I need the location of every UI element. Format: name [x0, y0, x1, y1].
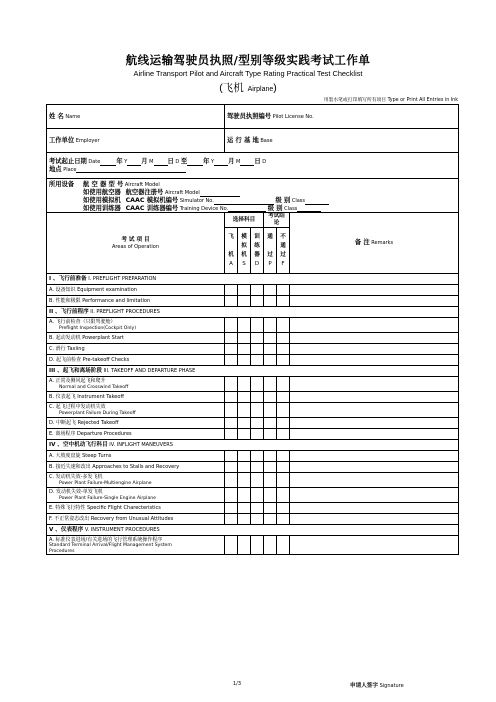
document-title: 航线运输驾驶员执照/型别等级实践考试工作单: [125, 53, 371, 67]
check-cell[interactable]: [238, 418, 251, 429]
document-title-english: Airline Transport Pilot and Aircraft Type Rating Practical Test Checklist: [133, 69, 363, 78]
check-cell[interactable]: [264, 318, 277, 333]
section-title: V 、仪表程序 V. INSTRUMENT PROCEDURES: [47, 525, 459, 536]
check-cell[interactable]: [238, 392, 251, 403]
result-header: 考试结论: [264, 213, 290, 228]
table-row: [47, 503, 459, 514]
remarks-cell[interactable]: [290, 318, 459, 333]
check-cell[interactable]: [238, 488, 251, 503]
check-cell[interactable]: [264, 514, 277, 525]
item-label: D. 发动机失效-单发飞机 Power Plant Failure-Single Engine Airplane: [47, 488, 225, 503]
check-cell[interactable]: [225, 333, 238, 344]
table-row: [47, 473, 459, 488]
check-cell[interactable]: [238, 296, 251, 307]
check-cell[interactable]: [225, 285, 238, 296]
check-cell[interactable]: [225, 377, 238, 392]
check-cell[interactable]: [225, 429, 238, 440]
table-row: [47, 514, 459, 525]
check-cell[interactable]: [225, 473, 238, 488]
item-label: A. 设备知识 Equipment examination: [47, 285, 225, 296]
paren-close: ): [273, 82, 277, 94]
check-cell[interactable]: [277, 344, 290, 355]
license-field[interactable]: 驾驶员执照编号 Pilot License No.: [225, 105, 459, 129]
table-row: [47, 285, 459, 296]
date-place-field[interactable]: 考试起止日期 Date 年 Y 月 M 日 D 至 年 Y 月 M 日 D 地点 Place: [47, 153, 459, 179]
check-cell[interactable]: [277, 451, 290, 462]
check-cell[interactable]: [238, 355, 251, 366]
remarks-cell[interactable]: [290, 377, 459, 392]
check-cell[interactable]: [251, 377, 264, 392]
check-cell[interactable]: [251, 473, 264, 488]
table-row: [47, 296, 459, 307]
check-cell[interactable]: [264, 503, 277, 514]
check-cell[interactable]: [225, 344, 238, 355]
check-cell[interactable]: [251, 536, 264, 555]
check-cell[interactable]: [225, 488, 238, 503]
check-cell[interactable]: [264, 403, 277, 418]
checklist-table: [46, 104, 459, 555]
areas-header: 考 试 项 目 Areas of Operation: [47, 213, 225, 274]
check-cell[interactable]: [238, 429, 251, 440]
check-cell[interactable]: [251, 451, 264, 462]
check-cell[interactable]: [277, 285, 290, 296]
table-row: [47, 462, 459, 473]
item-label: B. 接近失速和改出 Approaches to Stalls and Recovery: [47, 462, 225, 473]
check-cell[interactable]: [225, 296, 238, 307]
section-title: I 、飞行前准备 I. PREFLIGHT PREPARATION: [47, 274, 459, 285]
item-label: A. 大坡度盘旋 Steep Turns: [47, 451, 225, 462]
check-cell[interactable]: [264, 418, 277, 429]
check-cell[interactable]: [277, 473, 290, 488]
check-cell[interactable]: [277, 488, 290, 503]
check-cell[interactable]: [277, 462, 290, 473]
check-cell[interactable]: [277, 503, 290, 514]
check-cell[interactable]: [277, 536, 290, 555]
check-cell[interactable]: [238, 333, 251, 344]
check-cell[interactable]: [264, 344, 277, 355]
remarks-cell[interactable]: [290, 296, 459, 307]
check-cell[interactable]: [238, 462, 251, 473]
item-label: E. 特殊飞行特性 Specific Flight Charecteristics: [47, 503, 225, 514]
check-cell[interactable]: [264, 296, 277, 307]
date-place-row: [47, 153, 459, 179]
equipment-row: [47, 179, 459, 213]
header-row-top: [47, 213, 459, 228]
name-license-row: [47, 105, 459, 129]
remarks-cell[interactable]: [290, 473, 459, 488]
item-label: A. 飞行前检查（只限驾驶舱） Preflight Inspection(Cockpit Only): [47, 318, 225, 333]
check-cell[interactable]: [277, 355, 290, 366]
check-cell[interactable]: [277, 377, 290, 392]
remarks-cell[interactable]: [290, 536, 459, 555]
remarks-cell[interactable]: [290, 429, 459, 440]
item-label: A. 正常及侧风起飞和爬升 Normal and Crosswind Takeoff: [47, 377, 225, 392]
check-cell[interactable]: [251, 503, 264, 514]
check-cell[interactable]: [238, 473, 251, 488]
check-cell[interactable]: [251, 318, 264, 333]
remarks-cell[interactable]: [290, 344, 459, 355]
select-header: 选择科目: [225, 213, 264, 228]
table-row: [47, 392, 459, 403]
check-cell[interactable]: [225, 503, 238, 514]
remarks-cell[interactable]: [290, 392, 459, 403]
check-cell[interactable]: [251, 429, 264, 440]
employer-field[interactable]: 工作单位 Employer: [47, 129, 225, 153]
item-label: B. 仪表起飞 Instrument Takeoff: [47, 392, 225, 403]
table-row: [47, 536, 459, 555]
remarks-cell[interactable]: [290, 355, 459, 366]
section-row: [47, 525, 459, 536]
section-title: IV 、空中机动飞行科目 IV. INFLIGHT MANEUVERS: [47, 440, 459, 451]
check-cell[interactable]: [264, 473, 277, 488]
section-row: [47, 274, 459, 285]
check-cell[interactable]: [264, 392, 277, 403]
check-cell[interactable]: [225, 355, 238, 366]
item-label: C. 滑行 Taxiing: [47, 344, 225, 355]
category-cn: 飞机: [222, 82, 244, 94]
table-row: [47, 418, 459, 429]
check-cell[interactable]: [277, 333, 290, 344]
check-cell[interactable]: [264, 451, 277, 462]
remarks-cell[interactable]: [290, 503, 459, 514]
remarks-cell[interactable]: [290, 488, 459, 503]
equipment-label: 所用设备: [49, 181, 75, 188]
item-label: B. 性能和极限 Performance and limitation: [47, 296, 225, 307]
table-row: [47, 333, 459, 344]
table-row: [47, 344, 459, 355]
check-cell[interactable]: [251, 514, 264, 525]
check-cell[interactable]: [225, 318, 238, 333]
check-cell[interactable]: [277, 296, 290, 307]
item-label: C. 发动机失效-多发飞机 Power Plant Failure-Multiengine Airplane: [47, 473, 225, 488]
check-cell[interactable]: [251, 344, 264, 355]
check-cell[interactable]: [251, 333, 264, 344]
check-cell[interactable]: [264, 429, 277, 440]
check-cell[interactable]: [251, 418, 264, 429]
ink-note: 用墨水笔或打印填写所有项目 Type or Print All Entries in Ink: [323, 98, 458, 103]
check-cell[interactable]: [251, 403, 264, 418]
remarks-cell[interactable]: [290, 418, 459, 429]
remarks-cell[interactable]: [290, 333, 459, 344]
section-title: III 、起飞和离场阶段 III. TAKEOFF AND DEPARTURE PHASE: [47, 366, 459, 377]
section-row: [47, 307, 459, 318]
check-cell[interactable]: [277, 514, 290, 525]
check-cell[interactable]: [238, 318, 251, 333]
table-row: [47, 403, 459, 418]
item-label: D. 起飞前检查 Pre-takeoff Checks: [47, 355, 225, 366]
remarks-cell[interactable]: [290, 514, 459, 525]
section-title: II 、飞行前程序 II. PREFLIGHT PROCEDURES: [47, 307, 459, 318]
item-label: D. 中断起飞 Rejected Takeoff: [47, 418, 225, 429]
page-number: 1/3: [233, 681, 242, 687]
check-cell[interactable]: [251, 488, 264, 503]
check-cell[interactable]: [238, 503, 251, 514]
remarks-cell[interactable]: [290, 285, 459, 296]
check-cell[interactable]: [264, 285, 277, 296]
column-header-3: 通 过 P: [264, 228, 277, 274]
check-cell[interactable]: [238, 403, 251, 418]
name-field[interactable]: 姓 名 Name: [47, 105, 225, 129]
check-cell[interactable]: [225, 514, 238, 525]
check-cell[interactable]: [251, 285, 264, 296]
signature-label: 申请人签字 Signature: [350, 683, 404, 689]
check-cell[interactable]: [225, 462, 238, 473]
check-cell[interactable]: [238, 285, 251, 296]
check-cell[interactable]: [264, 377, 277, 392]
check-cell[interactable]: [238, 344, 251, 355]
check-cell[interactable]: [225, 418, 238, 429]
remarks-header: 备 注 Remarks: [290, 213, 459, 274]
category-en: Airplane: [247, 86, 274, 93]
item-label: A. 标准仪表进场/有关进场的飞行管理系统操作程序 Standard Terminal Arrival/Flight Management System Procedures: [47, 536, 225, 555]
section-row: [47, 440, 459, 451]
check-cell[interactable]: [251, 392, 264, 403]
check-cell[interactable]: [277, 418, 290, 429]
check-cell[interactable]: [264, 355, 277, 366]
check-cell[interactable]: [251, 296, 264, 307]
item-label: C. 起飞过程中发动机失效 Powerplant Failure During Takeoff: [47, 403, 225, 418]
check-cell[interactable]: [238, 377, 251, 392]
column-header-1: 模 拟 机 S: [238, 228, 251, 274]
check-cell[interactable]: [238, 451, 251, 462]
paren-open: (: [219, 82, 223, 94]
table-row: [47, 355, 459, 366]
remarks-cell[interactable]: [290, 462, 459, 473]
check-cell[interactable]: [225, 536, 238, 555]
check-cell[interactable]: [264, 333, 277, 344]
employer-base-row: [47, 129, 459, 153]
table-row: [47, 488, 459, 503]
check-cell[interactable]: [264, 536, 277, 555]
column-header-4: 不 通 过 F: [277, 228, 290, 274]
table-row: [47, 318, 459, 333]
check-cell[interactable]: [225, 403, 238, 418]
item-label: E. 离场程序 Departure Procedures: [47, 429, 225, 440]
check-cell[interactable]: [277, 429, 290, 440]
item-label: F. 不正常姿态改出 Recovery from Unusual Attitudes: [47, 514, 225, 525]
column-header-2: 训 练 器 D: [251, 228, 264, 274]
remarks-cell[interactable]: [290, 451, 459, 462]
table-row: [47, 429, 459, 440]
check-cell[interactable]: [277, 392, 290, 403]
column-header-0: 飞 机 A: [225, 228, 238, 274]
equipment-field[interactable]: 所用设备 航 空 器 型 号 Aircraft Model 如使用航空器 航空器注册号 Aircraft Model 如使用模拟机 CAAC 模拟机编号 Simulator No. 级 别 Class 如使用训练器 CAAC 训练器编号 Training Device No. 级 别 Class: [47, 179, 459, 213]
check-cell[interactable]: [225, 451, 238, 462]
table-row: [47, 377, 459, 392]
check-cell[interactable]: [264, 462, 277, 473]
check-cell[interactable]: [251, 355, 264, 366]
check-cell[interactable]: [238, 536, 251, 555]
remarks-cell[interactable]: [290, 403, 459, 418]
check-cell[interactable]: [277, 403, 290, 418]
check-cell[interactable]: [238, 514, 251, 525]
check-cell[interactable]: [264, 488, 277, 503]
check-cell[interactable]: [251, 462, 264, 473]
check-cell[interactable]: [225, 392, 238, 403]
section-row: [47, 366, 459, 377]
check-cell[interactable]: [277, 318, 290, 333]
aircraft-category: [0, 80, 496, 95]
table-row: [47, 451, 459, 462]
item-label: B. 起动发动机 Powerplant Start: [47, 333, 225, 344]
base-field[interactable]: 运 行 基 地 Base: [225, 129, 459, 153]
